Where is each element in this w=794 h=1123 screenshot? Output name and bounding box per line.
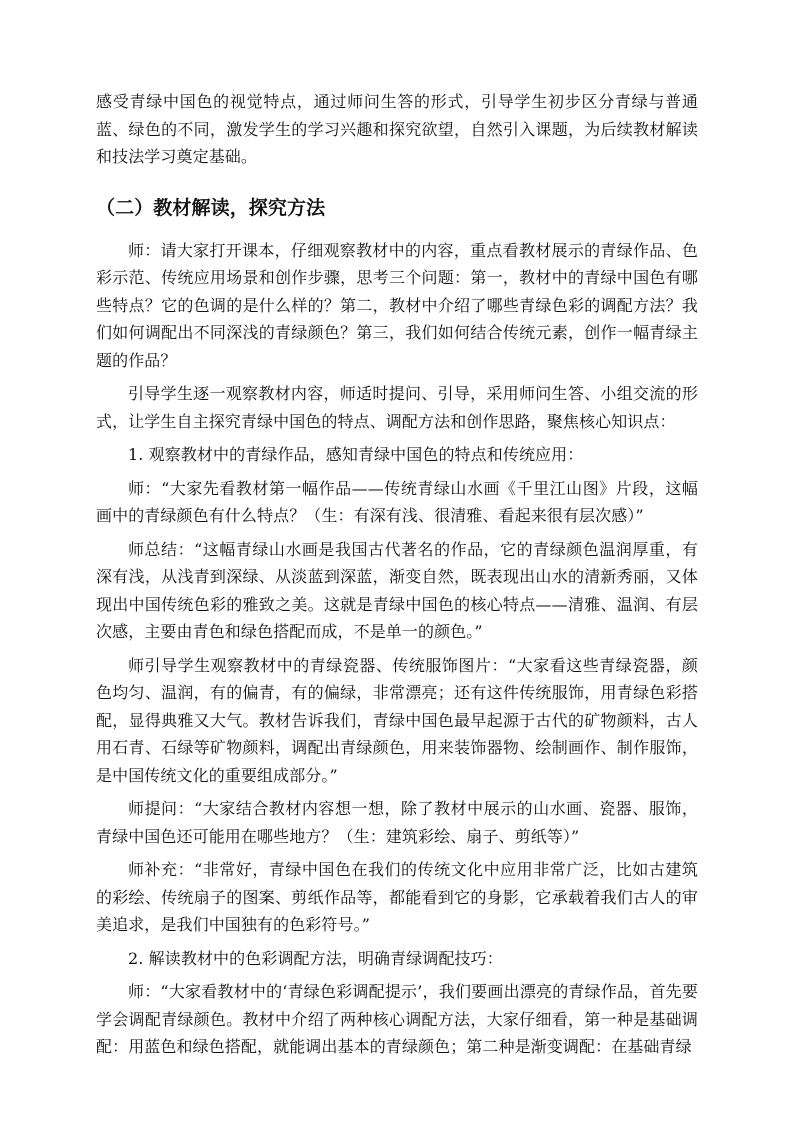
paragraph-first-work: 师：“大家先看教材第一幅作品——传统青绿山水画《千里江山图》片段，这幅画中的青绿颜色有什么特点？（生：有深有浅、很清雅、看起来很有层次感）”: [96, 478, 698, 525]
paragraph-step-2: 2. 解读教材中的色彩调配方法，明确青绿调配技巧：: [128, 948, 503, 968]
paragraph-step-1: 1. 观察教材中的青绿作品，感知青绿中国色的特点和传统应用：: [128, 445, 584, 464]
paragraph-teacher-asks: 师提问：“大家结合教材内容想一想，除了教材中展示的山水画、瓷器、服饰，青绿中国色还可能用在哪些地方？（生：建筑彩绘、扇子、剪纸等）”: [96, 799, 698, 846]
paragraph-mixing-tips: 师：“大家看教材中的‘青绿色彩调配提示’，我们要画出漂亮的青绿作品，首先要学会调配青绿颜色。教材中介绍了两种核心调配方法，大家仔细看，第一种是基础调配：用蓝色和绿色搭配，就能调出基本的青绿颜色；第二种是渐变调配：在基础青绿: [96, 982, 698, 1056]
document-page: [96, 88, 698, 1061]
paragraph-guidance: 引导学生逐一观察教材内容，师适时提问、引导，采用师问生答、小组交流的形式，让学生自主探究青绿中国色的特点、调配方法和创作思路，聚焦核心知识点：: [96, 384, 698, 431]
paragraph-teacher-adds: 师补充：“非常好，青绿中国色在我们的传统文化中应用非常广泛，比如古建筑的彩绘、传统扇子的图案、剪纸作品等，都能看到它的身影，它承载着我们古人的审美追求，是我们中国独有的色彩符号。”: [96, 860, 698, 934]
paragraph-teacher-question: 师：请大家打开课本，仔细观察教材中的内容，重点看教材展示的青绿作品、色彩示范、传统应用场景和创作步骤，思考三个问题：第一，教材中的青绿中国色有哪些特点？它的色调的是什么样的？第二，教材中介绍了哪些青绿色彩的调配方法？我们如何调配出不同深浅的青绿颜色？第三，我们如何结合传统元素，创作一幅青绿主题的作品？: [96, 240, 698, 370]
paragraph-porcelain-costume: 师引导学生观察教材中的青绿瓷器、传统服饰图片：“大家看这些青绿瓷器，颜色均匀、温润，有的偏青，有的偏绿，非常漂亮；还有这件传统服饰，用青绿色彩搭配，显得典雅又大气。教材告诉我们，青绿中国色最早起源于古代的矿物颜料，古人用石青、石绿等矿物颜料，调配出青绿颜色，用来装饰器物、绘制画作、制作服饰，是中国传统文化的重要组成部分。”: [96, 655, 698, 785]
paragraph-teacher-summary: 师总结：“这幅青绿山水画是我国古代著名的作品，它的青绿颜色温润厚重，有深有浅，从浅青到深绿、从淡蓝到深蓝，渐变自然，既表现出山水的清新秀丽，又体现出中国传统色彩的雅致之美。这就是青绿中国色的核心特点——清雅、温润、有层次感，主要由青色和绿色搭配而成，不是单一的颜色。”: [96, 539, 698, 641]
section-heading: （二）教材解读，探究方法: [96, 196, 326, 219]
intro-paragraph: 感受青绿中国色的视觉特点，通过师问生答的形式，引导学生初步区分青绿与普通蓝、绿色的不同，激发学生的学习兴趣和探究欲望，自然引入课题，为后续教材解读和技法学习奠定基础。: [96, 92, 698, 166]
